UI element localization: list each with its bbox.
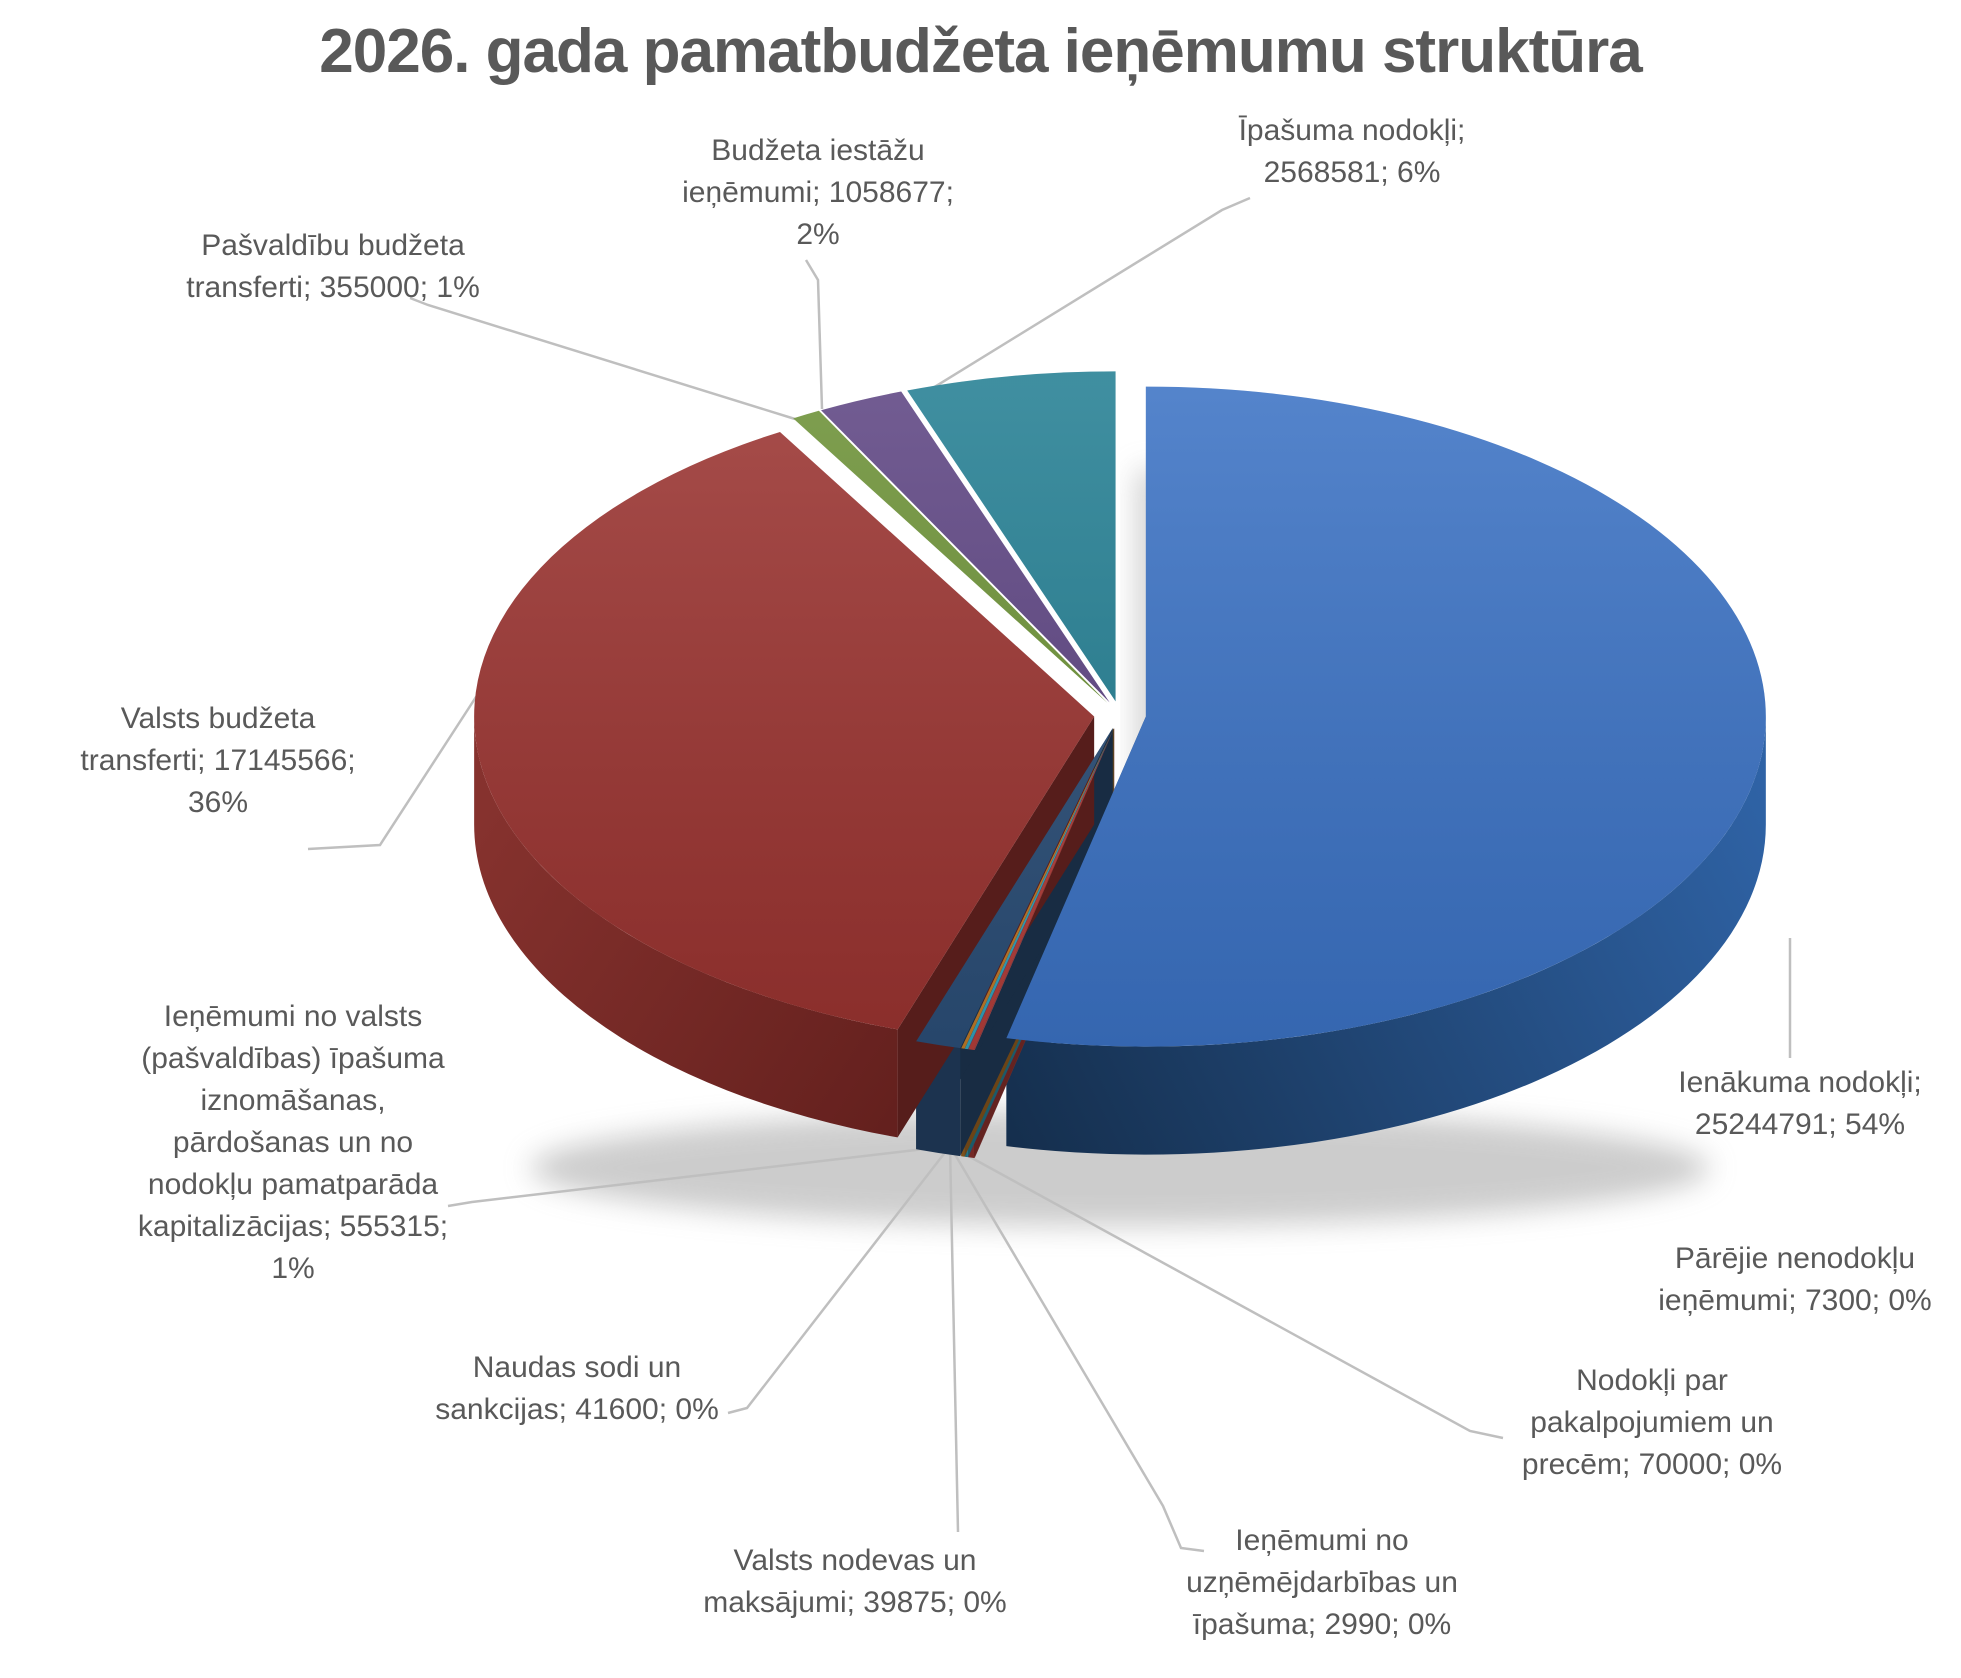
data-label-line: 2% bbox=[796, 218, 840, 251]
data-label bbox=[138, 225, 528, 309]
chart-title: 2026. gada pamatbudžeta ieņēmumu struktūra bbox=[319, 17, 1642, 86]
data-label-line: Valsts nodevas un bbox=[733, 1544, 977, 1577]
data-label-line: Nodokļi par bbox=[1576, 1364, 1728, 1397]
data-label-line: pakalpojumiem un bbox=[1530, 1406, 1774, 1439]
data-label-line: Ieņēmumi no valsts bbox=[163, 1000, 423, 1033]
data-label-line: 36% bbox=[187, 786, 249, 819]
data-label-line: Īpašuma nodokļi; bbox=[1238, 114, 1466, 147]
data-label bbox=[1187, 110, 1517, 194]
data-label-line: Budžeta iestāžu bbox=[711, 134, 925, 167]
data-label-line: 1% bbox=[271, 1252, 315, 1285]
leader-line bbox=[806, 260, 822, 409]
data-label-line: Naudas sodi un bbox=[472, 1351, 682, 1384]
data-label-line: Ienākuma nodokļi; bbox=[1678, 1066, 1922, 1099]
data-label-line: maksājumi; 39875; 0% bbox=[703, 1586, 1007, 1619]
data-label-line: Pārējie nenodokļu bbox=[1674, 1242, 1916, 1275]
data-label bbox=[412, 1347, 742, 1431]
data-label-line: nodokļu pamatparāda bbox=[147, 1168, 439, 1201]
data-label-line: ieņēmumi; 7300; 0% bbox=[1658, 1284, 1932, 1317]
data-label-line: 25244791; 54% bbox=[1694, 1108, 1906, 1141]
data-label-line: īpašuma; 2990; 0% bbox=[1192, 1608, 1452, 1641]
data-label-line: 2568581; 6% bbox=[1263, 156, 1441, 189]
data-label-line: sankcijas; 41600; 0% bbox=[435, 1393, 719, 1426]
data-label bbox=[109, 996, 477, 1290]
leader-line bbox=[410, 298, 795, 419]
data-label-line: transferti; 355000; 1% bbox=[186, 271, 480, 304]
data-label-line: precēm; 70000; 0% bbox=[1521, 1448, 1783, 1481]
data-label-line: ieņēmumi; 1058677; bbox=[682, 176, 954, 209]
data-label bbox=[1630, 1238, 1960, 1322]
data-label-line: pārdošanas un no bbox=[172, 1126, 414, 1159]
data-label bbox=[1157, 1520, 1487, 1646]
data-label-line: kapitalizācijas; 555315; bbox=[137, 1210, 449, 1243]
data-label bbox=[643, 130, 993, 256]
data-label bbox=[1640, 1062, 1960, 1146]
data-label bbox=[685, 1540, 1025, 1624]
data-label-line: (pašvaldības) īpašuma bbox=[141, 1042, 445, 1075]
data-label bbox=[68, 698, 368, 824]
data-label bbox=[1487, 1360, 1817, 1486]
data-label-line: Valsts budžeta bbox=[120, 702, 316, 735]
data-label-line: Pašvaldību budžeta bbox=[201, 229, 465, 262]
data-label-line: Ieņēmumi no bbox=[1235, 1524, 1409, 1557]
data-label-line: iznomāšanas, bbox=[200, 1084, 386, 1117]
data-label-line: uzņēmējdarbības un bbox=[1186, 1566, 1458, 1599]
pie-tops bbox=[474, 371, 1766, 1050]
data-label-line: transferti; 17145566; bbox=[80, 744, 356, 777]
